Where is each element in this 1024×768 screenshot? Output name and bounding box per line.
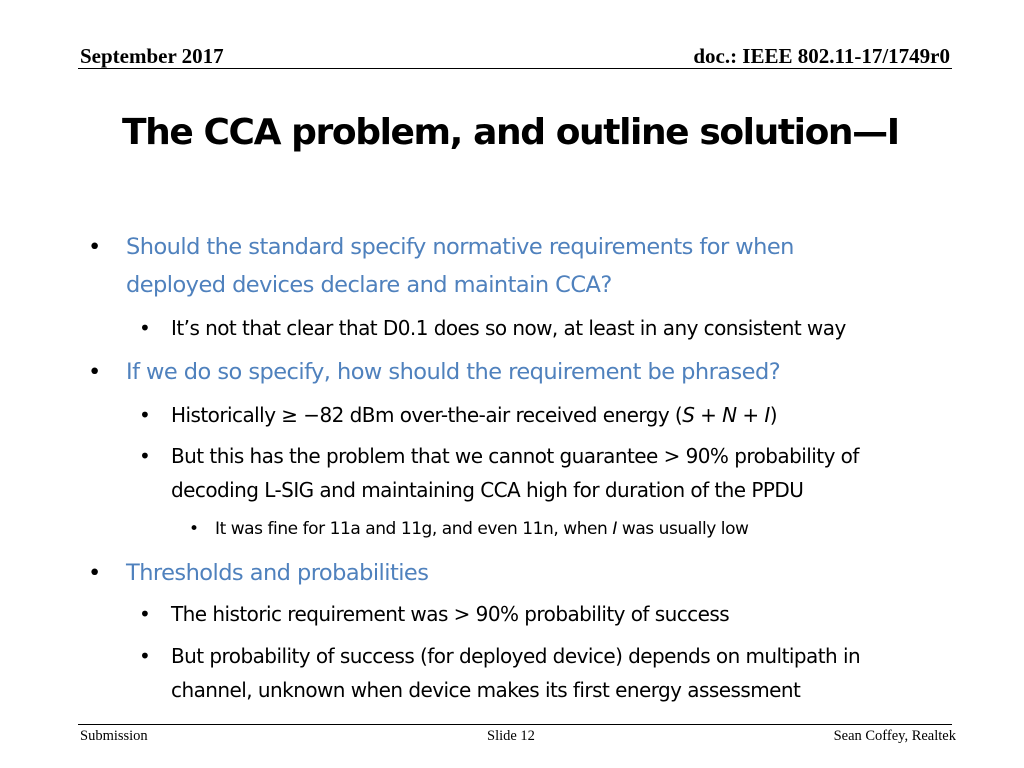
bullet-text-prefix: It was fine for 11a and 11g, and even 11n, when	[215, 519, 613, 539]
bullet-level2-continuation	[171, 673, 800, 707]
bullet-level2	[139, 439, 859, 473]
bullet-dot: •	[88, 234, 101, 260]
plus-sign: +	[736, 403, 765, 427]
header-doc-id: doc.: IEEE 802.11-17/1749r0	[693, 44, 950, 68]
footer-rule	[78, 724, 952, 725]
header-rule	[78, 68, 952, 69]
bullet-text: Should the standard specify normative requirements for when	[126, 234, 794, 260]
bullet-text: If we do so specify, how should the requirement be phrased?	[126, 359, 781, 385]
bullet-text: channel, unknown when device makes its first energy assessment	[171, 678, 801, 702]
bullet-level1	[88, 353, 781, 391]
bullet-text-suffix: )	[769, 403, 778, 427]
bullet-dot: •	[139, 403, 151, 427]
bullet-text: Thresholds and probabilities	[126, 560, 429, 586]
bullet-level1	[88, 554, 429, 592]
bullet-level2-continuation	[171, 473, 803, 507]
bullet-dot: •	[189, 519, 199, 539]
bullet-text: But probability of success (for deployed device) depends on multipath in	[171, 644, 861, 668]
footer-submission: Submission	[80, 728, 148, 744]
bullet-level2	[139, 311, 846, 345]
bullet-text: The historic requirement was > 90% probability of success	[171, 602, 730, 626]
bullet-level2	[139, 639, 861, 673]
slide-title: The CCA problem, and outline solution—I	[122, 112, 899, 153]
bullet-level3	[189, 514, 749, 544]
bullet-dot: •	[88, 560, 101, 586]
bullet-dot: •	[139, 602, 151, 626]
footer-author: Sean Coffey, Realtek	[833, 728, 956, 744]
bullet-text: decoding L-SIG and maintaining CCA high for duration of the PPDU	[171, 478, 804, 502]
bullet-level2	[139, 398, 778, 432]
bullet-text: But this has the problem that we cannot guarantee > 90% probability of	[171, 444, 859, 468]
bullet-text: It’s not that clear that D0.1 does so now, at least in any consistent way	[171, 316, 846, 340]
bullet-level2	[139, 597, 730, 631]
bullet-dot: •	[139, 316, 151, 340]
bullet-level1-continuation	[126, 266, 612, 304]
symbol-i: I	[764, 403, 770, 427]
bullet-dot: •	[139, 644, 151, 668]
bullet-text-suffix: was usually low	[616, 519, 749, 539]
bullet-dot: •	[88, 359, 101, 385]
bullet-text: deployed devices declare and maintain CCA?	[126, 272, 612, 298]
bullet-dot: •	[139, 444, 151, 468]
header-date: September 2017	[80, 44, 224, 68]
symbol-i: I	[612, 519, 617, 539]
symbol-s: S	[682, 403, 695, 427]
bullet-text-prefix: Historically ≥ −82 dBm over-the-air received energy (	[171, 403, 683, 427]
symbol-n: N	[722, 403, 737, 427]
footer-slide-number: Slide 12	[487, 728, 535, 744]
bullet-level1	[88, 228, 794, 266]
plus-sign: +	[694, 403, 723, 427]
